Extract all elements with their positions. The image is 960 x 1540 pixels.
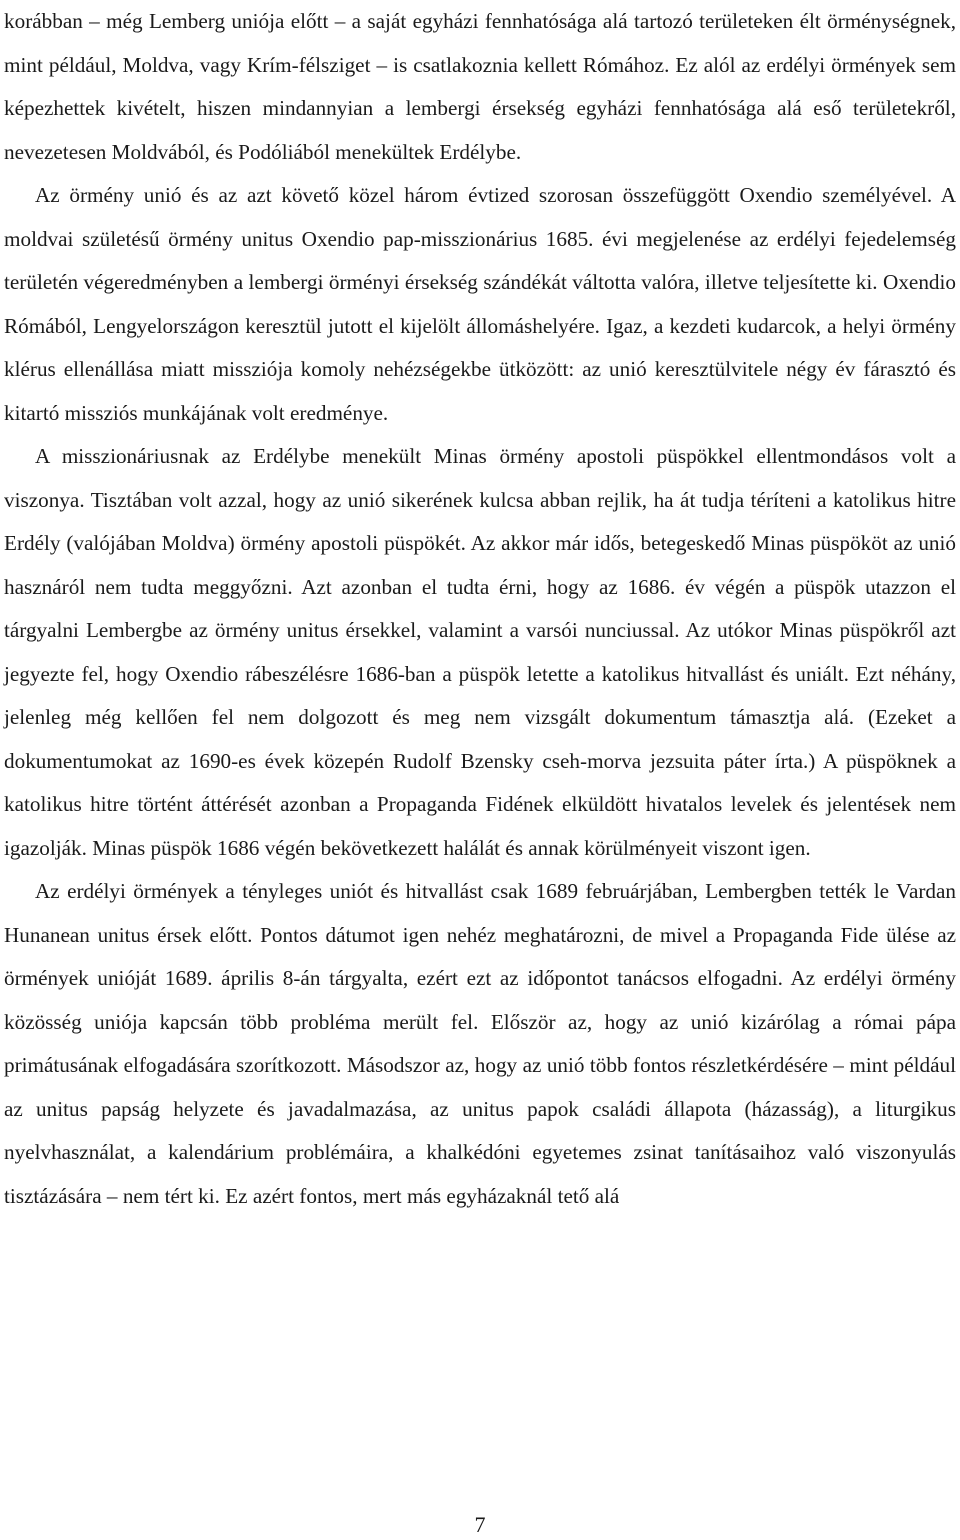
body-text [4, 0, 956, 1218]
paragraph-3: A misszionáriusnak az Erdélybe menekült Minas örmény apostoli püspökkel ellentmondásos volt a viszonya. Tisztában volt azzal, hogy az unió sikerének kulcsa abban rejlik, ha át tudja téríteni a katolikus hitre Erdély (valójában Moldva) örmény apostoli püspökét. Az akkor már idős, betegeskedő Minas püspököt az unió hasznáról nem tudta meggyőzni. Azt azonban el tudta érni, hogy az 1686. év végén a püspök utazzon el tárgyalni Lembergbe az örmény unitus érsekkel, valamint a varsói nunciussal. Az utókor Minas püspökről azt jegyezte fel, hogy Oxendio rábeszélésre 1686-ban a püspök letette a katolikus hitvallást és uniált. Ezt néhány, jelenleg még kellően fel nem dolgozott és meg nem vizsgált dokumentum támasztja alá. (Ezeket a dokumentumokat az 1690-es évek közepén Rudolf Bzensky cseh-morva jezsuita páter írta.) A püspöknek a katolikus hitre történt áttérését azonban a Propaganda Fidének elküldött hivatalos levelek és jelentések nem igazolják. Minas püspök 1686 végén bekövetkezett halálát és annak körülményeit viszont igen. [4, 444, 956, 860]
paragraph-2: Az örmény unió és az azt követő közel három évtized szorosan összefüggött Oxendio személyével. A moldvai születésű örmény unitus Oxendio pap-misszionárius 1685. évi megjelenése az erdélyi fejedelemség területén végeredményben a lembergi örményi érsekség szándékát váltotta valóra, illetve teljesítette ki. Oxendio Rómából, Lengyelországon keresztül jutott el kijelölt állomáshelyére. Igaz, a kezdeti kudarcok, a helyi örmény klérus ellenállása miatt missziója komoly nehézségekbe ütközött: az unió keresztülvitele négy év fárasztó és kitartó missziós munkájának volt eredménye. [4, 183, 956, 425]
paragraph-1: korábban – még Lemberg uniója előtt – a saját egyházi fennhatósága alá tartozó területeken élt örménységnek, mint például, Moldva, vagy Krím-félsziget – is csatlakoznia kellett Rómához. Ez alól az erdélyi örmények sem képezhettek kivételt, hiszen mindannyian a lembergi érsekség egyházi fennhatósága alá eső területekről, nevezetesen Moldvából, és Podóliából menekültek Erdélybe. [4, 9, 956, 164]
page-number: 7 [474, 1512, 486, 1537]
paragraph-4: Az erdélyi örmények a tényleges uniót és hitvallást csak 1689 februárjában, Lembergben tették le Vardan Hunanean unitus érsek előtt. Pontos dátumot igen nehéz meghatározni, de mivel a Propaganda Fide ülése az örmények unióját 1689. április 8-án tárgyalta, ezért ezt az időpontot tanácsos elfogadni. Az erdélyi örmény közösség uniója kapcsán több probléma merült fel. Először az, hogy az unió kizárólag a római pápa primátusának elfogadására szorítkozott. Másodszor az, hogy az unió több fontos részletkérdésére – mint például az unitus papság helyzete és javadalmazása, az unitus papok családi állapota (házasság), a liturgikus nyelvhasználat, a kalendárium problémáira, a khalkédóni egyetemes zsinat tanításaihoz való viszonyulás tisztázására – nem tért ki. Ez azért fontos, mert más egyházaknál tető alá [4, 879, 956, 1208]
